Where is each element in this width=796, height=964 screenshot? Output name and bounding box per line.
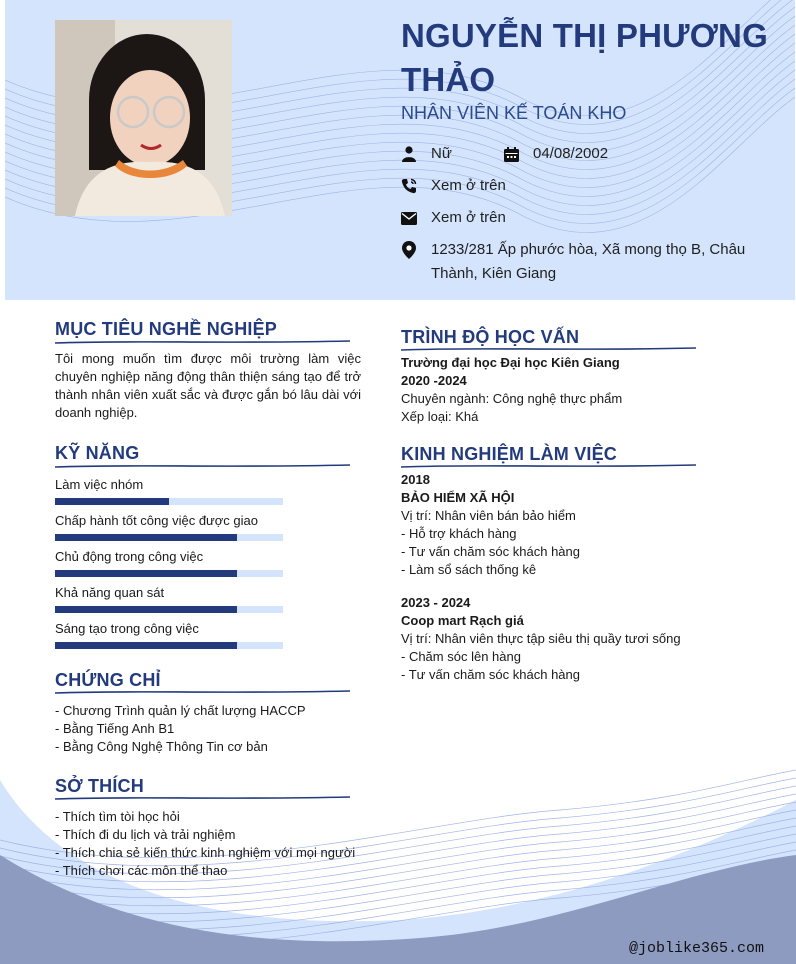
certificates-heading: CHỨNG CHỈ — [55, 670, 161, 690]
certificates-list — [55, 702, 306, 756]
education-major: Chuyên ngành: Công nghệ thực phẩm — [401, 391, 623, 406]
experience-job-2 — [401, 594, 761, 684]
job-line: Vị trí: Nhân viên thực tập siêu thị quầy tươi sống — [401, 631, 681, 646]
address-value: 1233/281 Ấp phước hòa, Xã mong thọ B, Châu Thành, Kiên Giang — [431, 241, 746, 282]
skill-label: Khả năng quan sát — [55, 585, 165, 600]
job-title: NHÂN VIÊN KẾ TOÁN KHO — [401, 103, 627, 123]
person-icon — [401, 142, 417, 166]
education-underline — [401, 346, 696, 352]
job-company: BẢO HIỂM XÃ HỘI — [401, 490, 515, 505]
skill-level-fill — [55, 606, 237, 613]
calendar-icon — [503, 142, 519, 166]
objective-underline — [55, 339, 350, 345]
job-line: Vị trí: Nhân viên bán bảo hiểm — [401, 508, 576, 523]
location-pin-icon — [401, 238, 417, 262]
education-years: 2020 -2024 — [401, 373, 467, 388]
objective-heading: MỤC TIÊU NGHỀ NGHIỆP — [55, 319, 278, 339]
skill-level-bar — [55, 642, 283, 649]
list-item: - Thích tìm tòi học hỏi — [55, 809, 180, 824]
hobbies-underline — [55, 795, 350, 801]
skill-level-bar — [55, 606, 283, 613]
skill-level-bar — [55, 498, 283, 505]
profile-photo — [55, 20, 232, 216]
skill-label: Làm việc nhóm — [55, 477, 144, 492]
job-line: - Làm sổ sách thống kê — [401, 562, 537, 577]
skill-label: Sáng tạo trong công việc — [55, 621, 199, 636]
skill-item — [55, 513, 355, 541]
skill-level-fill — [55, 642, 237, 649]
list-item: - Thích đi du lịch và trải nghiệm — [55, 827, 236, 842]
school-name: Trường đại học Đại học Kiên Giang — [401, 355, 620, 370]
birthday-value: 04/08/2002 — [533, 145, 609, 162]
list-item: - Chương Trình quản lý chất lượng HACCP — [55, 703, 306, 718]
skill-level-fill — [55, 498, 169, 505]
objective-text: Tôi mong muốn tìm được môi trường làm việc chuyên nghiệp năng động thân thiện sáng tạo để trở thành nhân viên xuất sắc và được gắn bó lâu dài với doanh nghiệp. — [55, 351, 361, 420]
list-item: - Bằng Công Nghệ Thông Tin cơ bản — [55, 739, 268, 754]
gender-row — [401, 142, 608, 166]
skills-underline — [55, 463, 350, 469]
skills-heading: KỸ NĂNG — [55, 443, 140, 463]
skill-label: Chủ động trong công việc — [55, 549, 204, 564]
skill-level-fill — [55, 570, 237, 577]
experience-heading: KINH NGHIỆM LÀM VIỆC — [401, 444, 618, 464]
skill-level-fill — [55, 534, 237, 541]
job-company: Coop mart Rạch giá — [401, 613, 524, 628]
experience-underline — [401, 463, 696, 469]
skill-item — [55, 477, 355, 505]
education-rank: Xếp loại: Khá — [401, 409, 479, 424]
list-item: - Thích chơi các môn thể thao — [55, 863, 228, 878]
watermark: @joblike365.com — [628, 940, 764, 957]
hobbies-heading: SỞ THÍCH — [55, 776, 144, 796]
job-line: - Tư vấn chăm sóc khách hàng — [401, 544, 580, 559]
envelope-icon — [401, 206, 417, 230]
skill-level-bar — [55, 570, 283, 577]
email-value: Xem ở trên — [431, 209, 506, 226]
skill-label: Chấp hành tốt công việc được giao — [55, 513, 258, 528]
list-item: - Bằng Tiếng Anh B1 — [55, 721, 175, 736]
skill-item — [55, 585, 355, 613]
job-line: - Tư vấn chăm sóc khách hàng — [401, 667, 580, 682]
job-line: - Chăm sóc lên hàng — [401, 649, 521, 664]
phone-icon — [401, 174, 417, 198]
skill-item — [55, 549, 355, 577]
job-line: - Hỗ trợ khách hàng — [401, 526, 517, 541]
gender-value: Nữ — [431, 145, 452, 162]
skill-item — [55, 621, 355, 649]
job-year: 2023 - 2024 — [401, 595, 471, 610]
address-row — [401, 238, 761, 286]
job-year: 2018 — [401, 472, 430, 487]
education-details — [401, 354, 761, 426]
phone-row — [401, 174, 761, 198]
education-heading: TRÌNH ĐỘ HỌC VẤN — [401, 327, 580, 347]
phone-value: Xem ở trên — [431, 177, 506, 194]
hobbies-list — [55, 808, 355, 880]
email-row — [401, 206, 761, 230]
certificates-underline — [55, 689, 350, 695]
skill-level-bar — [55, 534, 283, 541]
list-item: - Thích chia sẻ kiến thức kinh nghiệm với mọi người — [55, 845, 356, 860]
experience-job-1 — [401, 471, 761, 579]
candidate-name: NGUYỄN THỊ PHƯƠNG THẢO — [401, 17, 768, 98]
